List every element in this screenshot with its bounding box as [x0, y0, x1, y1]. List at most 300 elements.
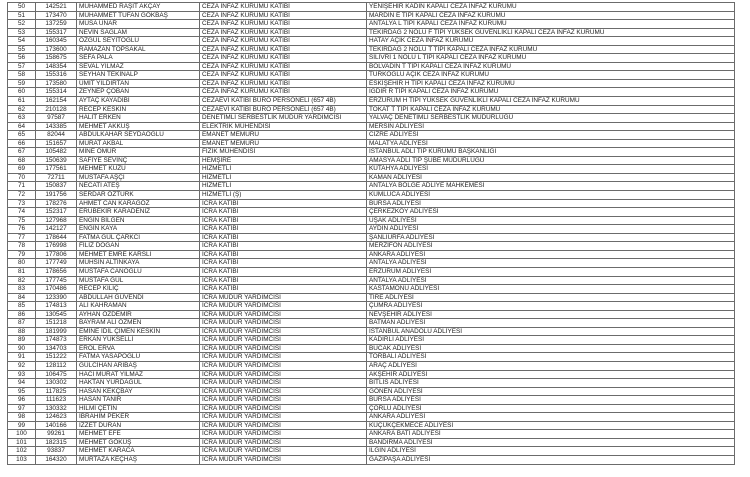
name-cell: EROL ERVA [77, 344, 200, 353]
assigned-unit-cell: TİRE ADLİYESİ [367, 293, 735, 302]
registry-number-cell: 93837 [36, 447, 77, 456]
registry-number-cell: 72711 [36, 173, 77, 182]
registry-number-cell: 82044 [36, 131, 77, 140]
name-cell: ÜMİT YILDIRTAN [77, 79, 200, 88]
row-number-cell: 90 [8, 344, 36, 353]
row-number-cell: 83 [8, 285, 36, 294]
assigned-unit-cell: ERZURUM ADLİYESİ [367, 267, 735, 276]
registry-number-cell: 173470 [36, 11, 77, 20]
name-cell: SEFA PALA [77, 54, 200, 63]
row-number-cell: 66 [8, 139, 36, 148]
registry-number-cell: 130545 [36, 310, 77, 319]
title-cell: İCRA MÜDÜR YARDIMCISI [200, 379, 367, 388]
registry-number-cell: 150639 [36, 156, 77, 165]
assigned-unit-cell: ESKİŞEHİR H TİPİ KAPALI CEZA İNFAZ KURUMU [367, 79, 735, 88]
registry-number-cell: 210128 [36, 105, 77, 114]
registry-number-cell: 124623 [36, 413, 77, 422]
name-cell: MUHSİN ALTINKAYA [77, 259, 200, 268]
title-cell: İCRA MÜDÜR YARDIMCISI [200, 310, 367, 319]
title-cell: İCRA KATİBİ [200, 250, 367, 259]
registry-number-cell: 173600 [36, 45, 77, 54]
row-number-cell: 103 [8, 455, 36, 464]
name-cell: İBRAHİM PEKER [77, 413, 200, 422]
registry-number-cell: 174813 [36, 302, 77, 311]
registry-number-cell: 177749 [36, 259, 77, 268]
title-cell: İCRA KATİBİ [200, 285, 367, 294]
row-number-cell: 59 [8, 79, 36, 88]
registry-number-cell: 134703 [36, 344, 77, 353]
name-cell: HAKTAN YURDAGÜL [77, 379, 200, 388]
name-cell: MUSTAFA GÜL [77, 276, 200, 285]
registry-number-cell: 151222 [36, 353, 77, 362]
assigned-unit-cell: MARDİN E TİPİ KAPALI CEZA İNFAZ KURUMU [367, 11, 735, 20]
row-number-cell: 99 [8, 421, 36, 430]
registry-number-cell: 155317 [36, 28, 77, 37]
name-cell: HASAN KEKÇBAY [77, 387, 200, 396]
title-cell: HİZMETLİ [200, 173, 367, 182]
row-number-cell: 60 [8, 88, 36, 97]
name-cell: RECEP KILIÇ [77, 285, 200, 294]
name-cell: ZEYNEP ÇOBAN [77, 88, 200, 97]
name-cell: ALİ KAHRAMAN [77, 302, 200, 311]
row-number-cell: 75 [8, 216, 36, 225]
registry-number-cell: 143385 [36, 122, 77, 131]
assigned-unit-cell: KUMLUCA ADLİYESİ [367, 191, 735, 200]
row-number-cell: 52 [8, 20, 36, 29]
row-number-cell: 80 [8, 259, 36, 268]
assignment-list-page [7, 2, 735, 465]
registry-number-cell: 130302 [36, 379, 77, 388]
name-cell: MUSTAFA CANOĞLU [77, 267, 200, 276]
assigned-unit-cell: SİLİVRİ 1 NOLU L TİPİ KAPALI CEZA İNFAZ KURUMU [367, 54, 735, 63]
assigned-unit-cell: ANKARA ADLİYESİ [367, 250, 735, 259]
table-row [8, 11, 735, 20]
row-number-cell: 102 [8, 447, 36, 456]
name-cell: ERUBEKİR KARADENİZ [77, 208, 200, 217]
assigned-unit-cell: TORBALI ADLİYESİ [367, 353, 735, 362]
row-number-cell: 89 [8, 336, 36, 345]
table-row [8, 319, 735, 328]
name-cell: RECEP KESKİN [77, 105, 200, 114]
assigned-unit-cell: ŞANLIURFA ADLİYESİ [367, 233, 735, 242]
row-number-cell: 61 [8, 97, 36, 106]
row-number-cell: 76 [8, 225, 36, 234]
registry-number-cell: 111623 [36, 396, 77, 405]
title-cell: CEZA İNFAZ KURUMU KATİBİ [200, 11, 367, 20]
row-number-cell: 73 [8, 199, 36, 208]
registry-number-cell: 178644 [36, 233, 77, 242]
row-number-cell: 71 [8, 182, 36, 191]
title-cell: İCRA MÜDÜR YARDIMCISI [200, 361, 367, 370]
table-row [8, 156, 735, 165]
assigned-unit-cell: ANTALYA L TİPİ KAPALI CEZA İNFAZ KURUMU [367, 20, 735, 29]
name-cell: AHMET CAN KARAGÖZ [77, 199, 200, 208]
title-cell: İCRA MÜDÜR YARDIMCISI [200, 413, 367, 422]
assigned-unit-cell: KASTAMONU ADLİYESİ [367, 285, 735, 294]
assignment-table [7, 2, 735, 465]
name-cell: SEYHAN TEKİNALP [77, 71, 200, 80]
table-row [8, 62, 735, 71]
title-cell: CEZA İNFAZ KURUMU KATİBİ [200, 45, 367, 54]
name-cell: NECATİ ATEŞ [77, 182, 200, 191]
registry-number-cell: 148354 [36, 62, 77, 71]
assigned-unit-cell: ILGIN ADLİYESİ [367, 447, 735, 456]
table-row [8, 438, 735, 447]
title-cell: İCRA KATİBİ [200, 242, 367, 251]
table-row [8, 199, 735, 208]
row-number-cell: 70 [8, 173, 36, 182]
table-row [8, 276, 735, 285]
table-row [8, 208, 735, 217]
name-cell: BAYRAM ALİ ÖZMEN [77, 319, 200, 328]
row-number-cell: 92 [8, 361, 36, 370]
table-row [8, 302, 735, 311]
table-row [8, 327, 735, 336]
row-number-cell: 51 [8, 11, 36, 20]
assigned-unit-cell: ANKARA BATI ADLİYESİ [367, 430, 735, 439]
table-body [8, 3, 735, 465]
table-row [8, 28, 735, 37]
assigned-unit-cell: AYDIN ADLİYESİ [367, 225, 735, 234]
name-cell: ÖZGÜL SEYİTOĞLU [77, 37, 200, 46]
table-row [8, 267, 735, 276]
table-row [8, 233, 735, 242]
name-cell: AYTAÇ KAYADİBİ [77, 97, 200, 106]
row-number-cell: 68 [8, 156, 36, 165]
name-cell: MURAT AKBAL [77, 139, 200, 148]
title-cell: İCRA MÜDÜR YARDIMCISI [200, 404, 367, 413]
row-number-cell: 69 [8, 165, 36, 174]
title-cell: CEZA İNFAZ KURUMU KATİBİ [200, 20, 367, 29]
table-row [8, 413, 735, 422]
row-number-cell: 64 [8, 122, 36, 131]
name-cell: HİLMİ ÇETİN [77, 404, 200, 413]
registry-number-cell: 142521 [36, 3, 77, 12]
row-number-cell: 96 [8, 396, 36, 405]
table-row [8, 379, 735, 388]
title-cell: CEZA İNFAZ KURUMU KATİBİ [200, 62, 367, 71]
row-number-cell: 100 [8, 430, 36, 439]
registry-number-cell: 155316 [36, 71, 77, 80]
table-row [8, 361, 735, 370]
registry-number-cell: 105482 [36, 148, 77, 157]
title-cell: EMANET MEMURU [200, 131, 367, 140]
table-row [8, 165, 735, 174]
title-cell: EMANET MEMURU [200, 139, 367, 148]
table-row [8, 182, 735, 191]
name-cell: FATMA GÜL ÇARKCI [77, 233, 200, 242]
table-row [8, 131, 735, 140]
registry-number-cell: 160345 [36, 37, 77, 46]
row-number-cell: 72 [8, 191, 36, 200]
table-row [8, 404, 735, 413]
row-number-cell: 91 [8, 353, 36, 362]
title-cell: İCRA MÜDÜR YARDIMCISI [200, 455, 367, 464]
assigned-unit-cell: MERZİFON ADLİYESİ [367, 242, 735, 251]
table-row [8, 88, 735, 97]
table-row [8, 148, 735, 157]
registry-number-cell: 127968 [36, 216, 77, 225]
title-cell: İCRA KATİBİ [200, 208, 367, 217]
title-cell: İCRA KATİBİ [200, 267, 367, 276]
assigned-unit-cell: BURSA ADLİYESİ [367, 396, 735, 405]
name-cell: MEHMET EMRE KARSLI [77, 250, 200, 259]
title-cell: İCRA MÜDÜR YARDIMCISI [200, 421, 367, 430]
row-number-cell: 67 [8, 148, 36, 157]
name-cell: ERKAN YÜKSELLİ [77, 336, 200, 345]
row-number-cell: 93 [8, 370, 36, 379]
assigned-unit-cell: ÇORLU ADLİYESİ [367, 404, 735, 413]
assigned-unit-cell: İSTANBUL ANADOLU ADLİYESİ [367, 327, 735, 336]
table-row [8, 54, 735, 63]
registry-number-cell: 191756 [36, 191, 77, 200]
title-cell: İCRA MÜDÜR YARDIMCISI [200, 438, 367, 447]
row-number-cell: 88 [8, 327, 36, 336]
assigned-unit-cell: ANTALYA BÖLGE ADLİYE MAHKEMESİ [367, 182, 735, 191]
title-cell: İCRA MÜDÜR YARDIMCISI [200, 396, 367, 405]
assigned-unit-cell: AKŞEHİR ADLİYESİ [367, 370, 735, 379]
title-cell: CEZA İNFAZ KURUMU KATİBİ [200, 88, 367, 97]
registry-number-cell: 150837 [36, 182, 77, 191]
assigned-unit-cell: KÜTAHYA ADLİYESİ [367, 165, 735, 174]
row-number-cell: 95 [8, 387, 36, 396]
registry-number-cell: 178276 [36, 199, 77, 208]
title-cell: İCRA KATİBİ [200, 276, 367, 285]
row-number-cell: 58 [8, 71, 36, 80]
name-cell: EMİNE İDİL ÇİMEN KESKİN [77, 327, 200, 336]
row-number-cell: 84 [8, 293, 36, 302]
assigned-unit-cell: ANTALYA ADLİYESİ [367, 276, 735, 285]
assigned-unit-cell: TOKAT T TİPİ KAPALI CEZA İNFAZ KURUMU [367, 105, 735, 114]
name-cell: MEHMET KARACA [77, 447, 200, 456]
name-cell: MURTAZA KEÇHAŞ [77, 455, 200, 464]
title-cell: CEZA İNFAZ KURUMU KATİBİ [200, 71, 367, 80]
assigned-unit-cell: IĞDIR R TİPİ KAPALI CEZA İNFAZ KURUMU [367, 88, 735, 97]
title-cell: CEZA İNFAZ KURUMU KATİBİ [200, 3, 367, 12]
title-cell: İCRA MÜDÜR YARDIMCISI [200, 353, 367, 362]
table-row [8, 114, 735, 123]
title-cell: CEZA İNFAZ KURUMU KATİBİ [200, 79, 367, 88]
table-row [8, 122, 735, 131]
row-number-cell: 57 [8, 62, 36, 71]
title-cell: İCRA MÜDÜR YARDIMCISI [200, 447, 367, 456]
title-cell: İCRA KATİBİ [200, 216, 367, 225]
name-cell: AYHAN ÖZDEMİR [77, 310, 200, 319]
table-row [8, 430, 735, 439]
assigned-unit-cell: UŞAK ADLİYESİ [367, 216, 735, 225]
name-cell: MEHMET GÖKÜŞ [77, 438, 200, 447]
assigned-unit-cell: KADIRLI ADLİYESİ [367, 336, 735, 345]
row-number-cell: 78 [8, 242, 36, 251]
title-cell: İCRA MÜDÜR YARDIMCISI [200, 327, 367, 336]
assigned-unit-cell: BOLVADİN T TİPİ KAPALI CEZA İNFAZ KURUMU [367, 62, 735, 71]
registry-number-cell: 152317 [36, 208, 77, 217]
registry-number-cell: 174873 [36, 336, 77, 345]
table-row [8, 225, 735, 234]
row-number-cell: 65 [8, 131, 36, 140]
table-row [8, 37, 735, 46]
table-row [8, 216, 735, 225]
name-cell: SAFİYE SEVİNÇ [77, 156, 200, 165]
title-cell: CEZAEVİ KATİBİ BÜRO PERSONELİ (657 4B) [200, 105, 367, 114]
name-cell: İZZET DURAN [77, 421, 200, 430]
assigned-unit-cell: GAZİPAŞA ADLİYESİ [367, 455, 735, 464]
assigned-unit-cell: MERSİN ADLİYESİ [367, 122, 735, 131]
name-cell: ENGİN KAYA [77, 225, 200, 234]
row-number-cell: 62 [8, 105, 36, 114]
row-number-cell: 101 [8, 438, 36, 447]
title-cell: İCRA MÜDÜR YARDIMCISI [200, 319, 367, 328]
name-cell: MİNE ÖMÜR [77, 148, 200, 157]
title-cell: FİZİK MÜHENDİSİ [200, 148, 367, 157]
name-cell: MUSTAFA AŞÇI [77, 173, 200, 182]
registry-number-cell: 97587 [36, 114, 77, 123]
assigned-unit-cell: TEKİRDAĞ 2 NOLU T TİPİ KAPALI CEZA İNFAZ KURUMU [367, 45, 735, 54]
title-cell: İCRA MÜDÜR YARDIMCISI [200, 293, 367, 302]
assigned-unit-cell: KAMAN ADLİYESİ [367, 173, 735, 182]
title-cell: İCRA MÜDÜR YARDIMCISI [200, 387, 367, 396]
assigned-unit-cell: ERZURUM H TİPİ YÜKSEK GÜVENLİKLİ KAPALI CEZA İNFAZ KURUMU [367, 97, 735, 106]
name-cell: ABDULKAHAR SEYDAOĞLU [77, 131, 200, 140]
name-cell: SEVAL YILMAZ [77, 62, 200, 71]
table-row [8, 191, 735, 200]
table-row [8, 396, 735, 405]
assigned-unit-cell: GÖNEN ADLİYESİ [367, 387, 735, 396]
assigned-unit-cell: İSTANBUL ADLİ TIP KURUMU BAŞKANLIĞI [367, 148, 735, 157]
registry-number-cell: 128112 [36, 361, 77, 370]
row-number-cell: 55 [8, 45, 36, 54]
title-cell: HİZMETLİ [200, 165, 367, 174]
row-number-cell: 98 [8, 413, 36, 422]
table-row [8, 387, 735, 396]
title-cell: CEZA İNFAZ KURUMU KATİBİ [200, 37, 367, 46]
table-row [8, 310, 735, 319]
row-number-cell: 81 [8, 267, 36, 276]
table-row [8, 293, 735, 302]
assigned-unit-cell: BURSA ADLİYESİ [367, 199, 735, 208]
title-cell: İCRA MÜDÜR YARDIMCISI [200, 302, 367, 311]
assigned-unit-cell: BANDIRMA ADLİYESİ [367, 438, 735, 447]
assigned-unit-cell: ANTALYA ADLİYESİ [367, 259, 735, 268]
name-cell: MUHAMMET TUFAN GÖKBAŞ [77, 11, 200, 20]
registry-number-cell: 182315 [36, 438, 77, 447]
name-cell: ENGİN BİLGEN [77, 216, 200, 225]
name-cell: MEHMET KUZU [77, 165, 200, 174]
table-row [8, 97, 735, 106]
registry-number-cell: 137259 [36, 20, 77, 29]
table-row [8, 3, 735, 12]
row-number-cell: 53 [8, 28, 36, 37]
name-cell: MUSA UNAR [77, 20, 200, 29]
row-number-cell: 79 [8, 250, 36, 259]
title-cell: CEZAEVİ KATİBİ BÜRO PERSONELİ (657 4B) [200, 97, 367, 106]
table-row [8, 370, 735, 379]
table-row [8, 344, 735, 353]
assigned-unit-cell: BİTLİS ADLİYESİ [367, 379, 735, 388]
assigned-unit-cell: TÜRKOĞLU AÇIK CEZA İNFAZ KURUMU [367, 71, 735, 80]
assigned-unit-cell: AMASYA ADLİ TIP ŞUBE MÜDÜRLÜĞÜ [367, 156, 735, 165]
title-cell: İCRA KATİBİ [200, 225, 367, 234]
assigned-unit-cell: NEVŞEHİR ADLİYESİ [367, 310, 735, 319]
registry-number-cell: 158675 [36, 54, 77, 63]
row-number-cell: 74 [8, 208, 36, 217]
title-cell: İCRA KATİBİ [200, 199, 367, 208]
table-row [8, 336, 735, 345]
registry-number-cell: 177806 [36, 250, 77, 259]
name-cell: RAMAZAN TOPSAKAL [77, 45, 200, 54]
table-row [8, 455, 735, 464]
title-cell: İCRA MÜDÜR YARDIMCISI [200, 430, 367, 439]
table-row [8, 105, 735, 114]
name-cell: FİLİZ DOĞAN [77, 242, 200, 251]
name-cell: HASAN TANIR [77, 396, 200, 405]
assigned-unit-cell: ARAÇ ADLİYESİ [367, 361, 735, 370]
table-row [8, 20, 735, 29]
registry-number-cell: 173580 [36, 79, 77, 88]
registry-number-cell: 162154 [36, 97, 77, 106]
table-row [8, 79, 735, 88]
table-row [8, 71, 735, 80]
registry-number-cell: 151218 [36, 319, 77, 328]
assigned-unit-cell: CİZRE ADLİYESİ [367, 131, 735, 140]
assigned-unit-cell: YENİŞEHİR KADIN KAPALI CEZA İNFAZ KURUMU [367, 3, 735, 12]
name-cell: MEHMET AKKUŞ [77, 122, 200, 131]
registry-number-cell: 117825 [36, 387, 77, 396]
title-cell: HİZMETLİ [200, 182, 367, 191]
table-row [8, 353, 735, 362]
assigned-unit-cell: ANKARA ADLİYESİ [367, 413, 735, 422]
assigned-unit-cell: TEKİRDAĞ 2 NOLU F TİPİ YÜKSEK GÜVENLİKLİ KAPALI CEZA İNFAZ KURUMU [367, 28, 735, 37]
registry-number-cell: 130332 [36, 404, 77, 413]
registry-number-cell: 176998 [36, 242, 77, 251]
table-row [8, 45, 735, 54]
table-row [8, 447, 735, 456]
registry-number-cell: 178656 [36, 267, 77, 276]
assigned-unit-cell: HATAY AÇIK CEZA İNFAZ KURUMU [367, 37, 735, 46]
name-cell: NEVİN SAĞLAM [77, 28, 200, 37]
assigned-unit-cell: ÇERKEZKÖY ADLİYESİ [367, 208, 735, 217]
name-cell: HALİT ERKEN [77, 114, 200, 123]
title-cell: İCRA MÜDÜR YARDIMCISI [200, 344, 367, 353]
registry-number-cell: 170486 [36, 285, 77, 294]
name-cell: ABDULLAH GÜVENDİ [77, 293, 200, 302]
table-row [8, 242, 735, 251]
name-cell: HACI MURAT YILMAZ [77, 370, 200, 379]
title-cell: İCRA MÜDÜR YARDIMCISI [200, 336, 367, 345]
registry-number-cell: 151657 [36, 139, 77, 148]
registry-number-cell: 99261 [36, 430, 77, 439]
title-cell: İCRA KATİBİ [200, 233, 367, 242]
assigned-unit-cell: BATMAN ADLİYESİ [367, 319, 735, 328]
title-cell: İCRA MÜDÜR YARDIMCISI [200, 370, 367, 379]
row-number-cell: 97 [8, 404, 36, 413]
row-number-cell: 77 [8, 233, 36, 242]
row-number-cell: 63 [8, 114, 36, 123]
title-cell: ELEKTRİK MÜHENDİSİ [200, 122, 367, 131]
registry-number-cell: 123390 [36, 293, 77, 302]
name-cell: MEHMET EFE [77, 430, 200, 439]
table-row [8, 421, 735, 430]
row-number-cell: 85 [8, 302, 36, 311]
title-cell: İCRA KATİBİ [200, 259, 367, 268]
assigned-unit-cell: YALVAÇ DENETİMLİ SERBESTLİK MÜDÜRLÜĞÜ [367, 114, 735, 123]
assigned-unit-cell: MALATYA ADLİYESİ [367, 139, 735, 148]
registry-number-cell: 142127 [36, 225, 77, 234]
table-row [8, 259, 735, 268]
assigned-unit-cell: KÜÇÜKÇEKMECE ADLİYESİ [367, 421, 735, 430]
table-row [8, 139, 735, 148]
name-cell: FATMA YASAPOĞLU [77, 353, 200, 362]
